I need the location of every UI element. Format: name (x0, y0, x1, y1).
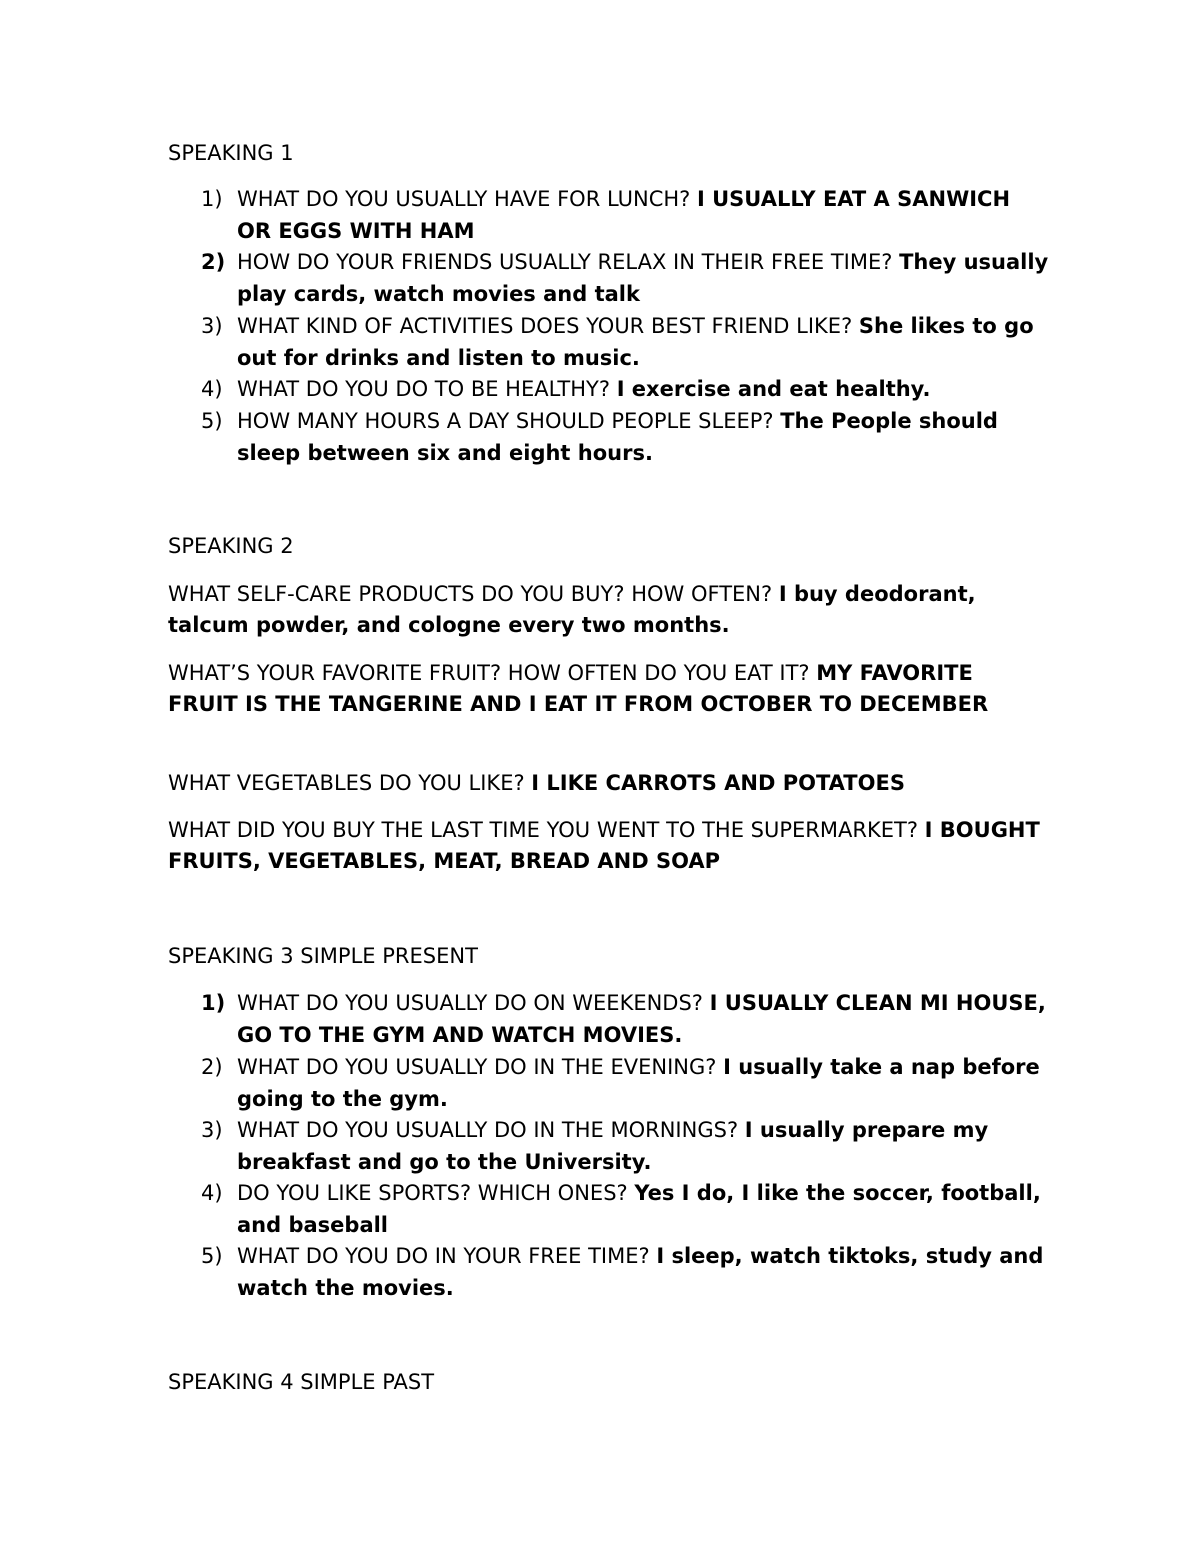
list-item (201, 247, 1051, 310)
answer-text: I sleep, watch tiktoks, study and watch the movies. (237, 1244, 1044, 1300)
list-number: 5) (201, 409, 223, 433)
list-item (201, 1178, 1051, 1241)
list-number: 2) (201, 1055, 223, 1079)
answer-text: I usually take a nap before going to the gym. (237, 1055, 1040, 1111)
answer-text: Yes I do, I like the soccer, football, and baseball (237, 1181, 1041, 1237)
list-number: 1) (201, 187, 223, 211)
answer-text: I usually prepare my breakfast and go to the University. (237, 1118, 989, 1174)
list-number: 2) (201, 250, 226, 274)
answer-text: I exercise and eat healthy. (616, 377, 931, 401)
question-text: WHAT DO YOU DO TO BE HEALTHY? (237, 377, 617, 401)
question-text: WHAT DO YOU DO IN YOUR FREE TIME? (237, 1244, 657, 1268)
question-text: HOW DO YOUR FRIENDS USUALLY RELAX IN THEIR FREE TIME? (237, 250, 900, 274)
question-text: WHAT DID YOU BUY THE LAST TIME YOU WENT TO THE SUPERMARKET? (168, 818, 925, 842)
list-item (201, 1115, 1051, 1178)
question-text: WHAT VEGETABLES DO YOU LIKE? (168, 771, 532, 795)
answer-text: I buy deodorant, talcum powder, and cologne every two months. (168, 582, 976, 637)
list-item (201, 311, 1051, 374)
section-heading-speaking-4: SPEAKING 4 SIMPLE PAST (168, 1370, 435, 1394)
list-item (201, 1052, 1051, 1115)
list-item (201, 1241, 1051, 1304)
answer-text: I USUALLY CLEAN MI HOUSE, GO TO THE GYM AND WATCH MOVIES. (237, 991, 1046, 1047)
answer-text: I LIKE CARROTS AND POTATOES (531, 771, 905, 795)
section-heading-speaking-3: SPEAKING 3 SIMPLE PRESENT (168, 944, 478, 968)
list-item (201, 988, 1051, 1051)
list-number: 1) (201, 991, 226, 1015)
question-text: WHAT KIND OF ACTIVITIES DOES YOUR BEST FRIEND LIKE? (237, 314, 859, 338)
list-number: 3) (201, 314, 223, 338)
list-item (201, 184, 1051, 247)
answer-text: I BOUGHT FRUITS, VEGETABLES, MEAT, BREAD AND SOAP (168, 818, 1040, 873)
answer-text: They usually play cards, watch movies and talk (237, 250, 1049, 306)
question-text: DO YOU LIKE SPORTS? WHICH ONES? (237, 1181, 635, 1205)
list-number: 4) (201, 1181, 223, 1205)
question-text: HOW MANY HOURS A DAY SHOULD PEOPLE SLEEP? (237, 409, 781, 433)
qa-paragraph (168, 815, 1048, 877)
question-text: WHAT DO YOU USUALLY DO IN THE EVENING? (237, 1055, 724, 1079)
question-text: WHAT DO YOU USUALLY DO ON WEEKENDS? (237, 991, 710, 1015)
section-heading-speaking-1: SPEAKING 1 (168, 141, 294, 165)
qa-paragraph (168, 768, 1048, 799)
list-number: 4) (201, 377, 223, 401)
question-text: WHAT DO YOU USUALLY HAVE FOR LUNCH? (237, 187, 697, 211)
question-text: WHAT SELF-CARE PRODUCTS DO YOU BUY? HOW OFTEN? (168, 582, 779, 606)
qa-paragraph (168, 579, 1048, 641)
qa-paragraph (168, 658, 1048, 720)
list-item (201, 406, 1051, 469)
question-text: WHAT’S YOUR FAVORITE FRUIT? HOW OFTEN DO YOU EAT IT? (168, 661, 817, 685)
answer-text: She likes to go out for drinks and listen to music. (237, 314, 1034, 370)
list-number: 5) (201, 1244, 223, 1268)
section-heading-speaking-2: SPEAKING 2 (168, 534, 294, 558)
answer-text: The People should sleep between six and eight hours. (237, 409, 998, 465)
answer-text: MY FAVORITE FRUIT IS THE TANGERINE AND I EAT IT FROM OCTOBER TO DECEMBER (168, 661, 989, 716)
list-item (201, 374, 1051, 406)
question-text: WHAT DO YOU USUALLY DO IN THE MORNINGS? (237, 1118, 745, 1142)
list-number: 3) (201, 1118, 223, 1142)
answer-text: I USUALLY EAT A SANWICH OR EGGS WITH HAM (237, 187, 1011, 243)
